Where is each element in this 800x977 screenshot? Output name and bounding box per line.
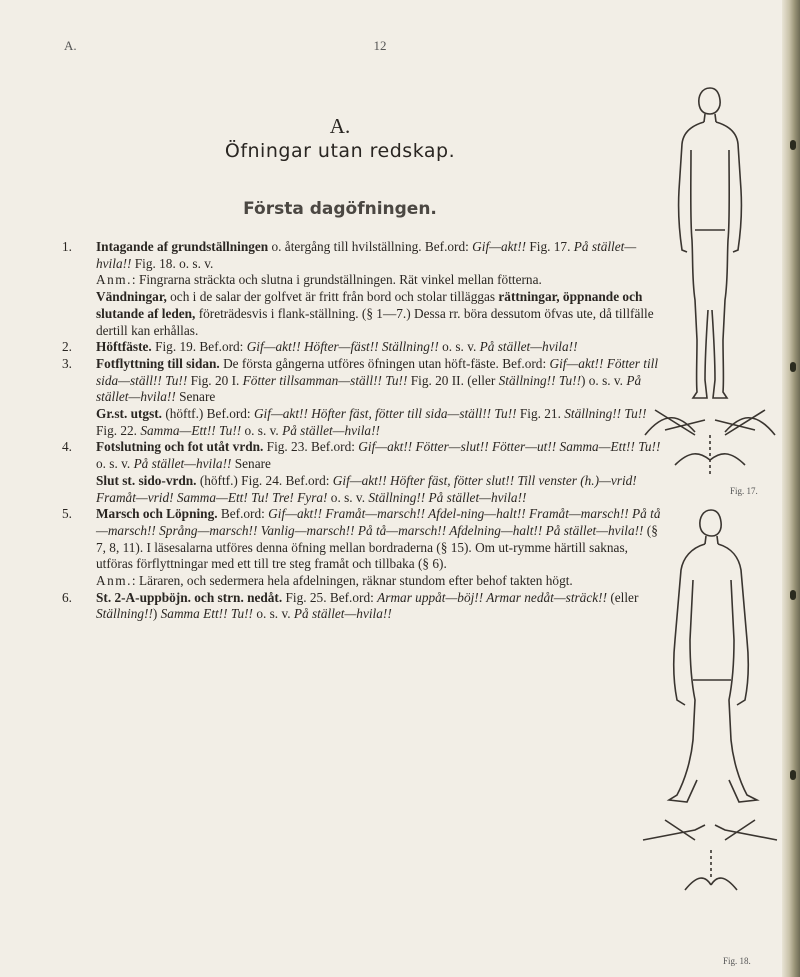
exercise-paragraph <box>96 356 662 406</box>
page-edge-mark <box>790 140 796 150</box>
page-number: 12 <box>373 38 387 53</box>
exercise-paragraph <box>96 272 662 289</box>
body-text: Fig. 25. Bef.ord: <box>282 589 378 605</box>
command-text: Gif—akt!! Höfter—fäst!! Ställning!! <box>246 339 439 355</box>
command-text: Ställning!! Tu!! <box>564 406 647 422</box>
exercise-heading: St. 2-A-uppböjn. och strn. nedåt. <box>96 589 283 605</box>
body-text: Fig. 20 I. <box>187 372 243 388</box>
exercise-number: 6. <box>62 589 72 605</box>
exercise-heading: rättningar, öppnande och slutande af leden, <box>96 289 643 321</box>
body-text: ) o. s. v. <box>581 372 627 388</box>
command-text: Samma—Ett!! Tu!! <box>140 422 242 438</box>
figure-18-label: Fig. 18. <box>723 956 751 966</box>
exercise-paragraph <box>96 590 662 623</box>
body-text: (höftf.) Fig. 24. Bef.ord: <box>196 472 333 488</box>
body-text: : Läraren, och sedermera hela afdelningen, räknar stundom efter behof takten högt. <box>131 573 573 589</box>
body-text: Fig. 20 II. (eller <box>407 372 499 388</box>
exercise-heading: Intagande af grundställningen <box>96 239 269 254</box>
exercise-number: 2. <box>62 339 72 355</box>
body-text: företrädesvis i flank-ställning. (§ 1—7.) Dessa rr. böra dessutom öfvas ute, då tillfälle dertill kan erhållas. <box>96 305 654 338</box>
body-text: o. s. v. <box>96 456 134 472</box>
exercise-heading: Fotflyttning till sidan. <box>96 355 220 371</box>
exercise-number: 1. <box>62 239 72 254</box>
exercise-item <box>62 590 662 623</box>
exercise-heading: Vändningar, <box>96 289 167 305</box>
command-text: Gif—akt!! Framåt—marsch!! Afdel-ning—halt!! Framåt—marsch!! På tå—marsch!! Språng—marsch!! Vanlig—marsch!! På tå—marsch!! Afdelning—halt!! På stället—hvila!! <box>96 506 661 538</box>
body-text: Fig. 18. o. s. v. <box>131 255 214 271</box>
exercise-number: 5. <box>62 506 72 522</box>
exercise-paragraph <box>96 573 662 590</box>
exercise-heading: Gr.st. utgst. <box>96 406 162 422</box>
exercise-paragraph <box>96 439 662 472</box>
exercise-paragraph <box>96 239 662 272</box>
command-text: Gif—akt!! Fötter till sida—ställ!! Tu!! <box>96 355 659 388</box>
section-letter: A. <box>329 114 351 138</box>
command-text: Gif—akt!! Fötter—slut!! Fötter—ut!! Samma—Ett!! Tu!! <box>358 439 661 455</box>
exercise-item <box>62 439 662 506</box>
body-text: Senare <box>175 389 216 405</box>
command-text: Ställning!! Tu!! <box>498 372 582 388</box>
command-text: Gif—akt!! Höfter fäst, fötter till sida—ställ!! Tu!! <box>253 406 517 422</box>
body-text: Senare <box>231 456 271 472</box>
command-text: Gif—akt!! <box>472 239 527 254</box>
body-text: ) <box>152 606 161 622</box>
exercise-paragraph <box>96 473 662 506</box>
command-text: Ställning!! På stället—hvila!! <box>368 489 527 505</box>
exercise-heading: Fotslutning och fot utåt vrdn. <box>96 439 264 455</box>
exercise-heading: Höftfäste. <box>96 339 152 355</box>
body-text: (§ 7, 8, 11). I läsesalarna utföres denna öfning mellan bordraderna (§ 15). Om ut-rymme härtill saknas, utföras förflyttningar med ett till tre steg framåt och tillbaka (§ 6). <box>96 522 658 572</box>
exercise-paragraph <box>96 339 662 356</box>
note-label: Anm. <box>96 573 132 589</box>
running-head <box>60 38 700 54</box>
command-text: På stället—hvila!! <box>282 422 380 438</box>
exercise-heading: Slut st. sido-vrdn. <box>96 472 197 488</box>
command-text: På stället—hvila!! <box>293 606 392 622</box>
body-text: (eller <box>607 589 639 605</box>
exercise-item <box>62 239 662 339</box>
body-text: Fig. 22. <box>96 422 141 438</box>
body-text: : Fingrarna sträckta och slutna i grundställningen. Rät vinkel mellan fötterna. <box>131 272 542 288</box>
exercise-paragraph <box>96 289 662 339</box>
page-edge-mark <box>790 590 796 600</box>
body-text: Bef.ord: <box>217 506 269 522</box>
command-text: På stället—hvila!! <box>479 339 578 355</box>
section-title: Öfningar utan redskap. <box>224 140 456 162</box>
body-text: o. s. v. <box>327 489 369 505</box>
figure-17-standing-at-attention <box>645 88 775 475</box>
running-head-left: A. <box>64 38 77 53</box>
exercise-item <box>62 339 662 356</box>
body-text: o. s. v. <box>438 339 480 355</box>
command-text: På stället—hvila!! <box>133 456 232 472</box>
body-text: Fig. 21. <box>516 406 565 422</box>
command-text: Armar uppåt—böj!! Armar nedåt—sträck!! <box>377 589 607 605</box>
exercise-number: 4. <box>62 439 72 455</box>
figure-column <box>635 80 785 966</box>
body-text: o. återgång till hvilställning. Bef.ord: <box>268 239 473 254</box>
figure-illustrations <box>635 80 785 960</box>
command-text: Samma Ett!! Tu!! <box>160 606 253 622</box>
command-text: På stället—hvila!! <box>96 239 637 271</box>
body-text: o. s. v. <box>253 606 294 622</box>
exercise-number: 3. <box>62 355 72 371</box>
exercise-item <box>62 356 662 440</box>
exercise-item <box>62 506 662 590</box>
body-text: Fig. 23. Bef.ord: <box>263 439 359 455</box>
body-text: De första gångerna utföres öfningen utan höft-fäste. Bef.ord: <box>219 355 550 371</box>
command-text: Ställning!! <box>96 606 153 622</box>
page-edge-mark <box>790 362 796 372</box>
exercise-paragraph <box>96 506 662 573</box>
exercise-heading: Marsch och Löpning. <box>96 506 218 522</box>
body-text: Fig. 17. <box>526 239 574 254</box>
body-text: (höftf.) Bef.ord: <box>162 406 254 422</box>
body-text: Fig. 19. Bef.ord: <box>151 339 247 355</box>
note-label: Anm. <box>96 272 132 288</box>
exercise-list <box>62 239 662 623</box>
page-edge-mark <box>790 770 796 780</box>
body-text: och i de salar der golfvet är fritt från bord och stolar tilläggas <box>166 289 499 305</box>
exercise-paragraph <box>96 406 662 439</box>
command-text: På stället—hvila!! <box>96 372 642 405</box>
command-text: Gif—akt!! Höfter fäst, fötter slut!! Till venster (h.)—vrid! Framåt—vrid! Samma—Ett! Tu! Tre! Fyra! <box>96 472 637 505</box>
body-text: o. s. v. <box>241 422 283 438</box>
figure-17-label: Fig. 17. <box>730 486 758 496</box>
figure-18-standing-at-ease <box>643 510 777 890</box>
subsection-title: Första dagöfningen. <box>243 199 437 219</box>
command-text: Fötter tillsamman—ställ!! Tu!! <box>242 372 408 388</box>
